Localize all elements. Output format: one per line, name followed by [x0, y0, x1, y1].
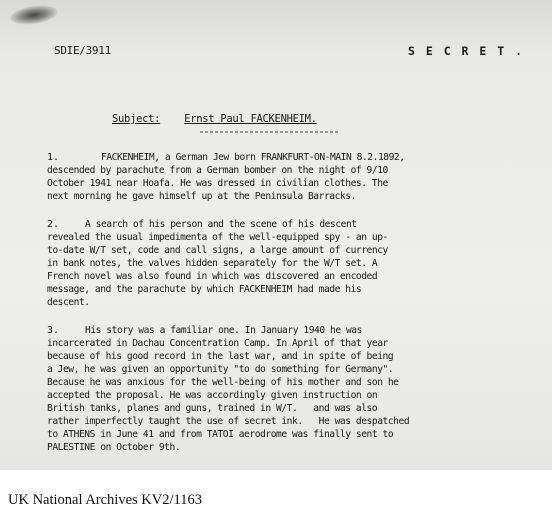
subject-line	[112, 113, 317, 125]
paragraph-line: FACKENHEIM, a German Jew born FRANKFURT-ON-MAIN 8.2.1892,	[101, 152, 405, 163]
paragraph-1	[47, 151, 543, 203]
paragraph-line: descended by parachute from a German bomber on the night of 9/10	[47, 165, 388, 176]
paragraph-line: A search of his person and the scene of his descent	[85, 219, 357, 230]
paragraph-line: to ATHENS in June 41 and from TATOI aerodrome was finally sent to	[47, 429, 394, 440]
paragraph-line: message, and the parachute by which FACKENHEIM had made his	[47, 284, 362, 295]
paragraph-line: October 1941 near Hoafa. He was dressed in civilian clothes. The	[47, 178, 388, 189]
paragraph-number: 1.	[47, 152, 60, 163]
paragraph-line: because of his good record in the last war, and in spite of being	[47, 351, 394, 362]
subject-name: Ernst Paul FACKENHEIM.	[184, 113, 317, 125]
paragraph-number: 3.	[47, 325, 60, 336]
paragraph-line: in bank notes, the valves hidden separately for the W/T set. A	[47, 258, 378, 269]
paragraph-line: next morning he gave himself up at the Peninsula Barracks.	[47, 191, 356, 202]
paragraph-line: French novel was also found in which was discovered an encoded	[47, 271, 378, 282]
paragraph-line: Because he was anxious for the well-being of his mother and son he	[47, 377, 399, 388]
paragraph-line: British tanks, planes and guns, trained in W/T. and was also	[47, 403, 378, 414]
paragraph-3	[47, 324, 543, 454]
image-caption: UK National Archives KV2/1163	[8, 492, 202, 508]
paragraph-line: His story was a familiar one. In January 1940 he was	[85, 325, 362, 336]
classification-marking: S E C R E T .	[408, 44, 525, 58]
ink-smudge	[9, 3, 59, 28]
subject-label: Subject:	[112, 113, 161, 125]
paragraph-line: accepted the proposal. He was accordingly given instruction on	[47, 390, 378, 401]
paragraph-line: rather imperfectly taught the use of secret ink. He was despatched	[47, 416, 410, 427]
paragraph-line: a Jew, he was given an opportunity "to do something for Germany".	[47, 364, 394, 375]
paragraph-line: PALESTINE on October 9th.	[47, 442, 181, 453]
paragraph-line: incarcerated in Dachau Concentration Camp. In April of that year	[47, 338, 388, 349]
document-reference: SDIE/3911	[54, 44, 111, 57]
paragraph-2	[47, 218, 543, 309]
paragraph-number: 2.	[47, 219, 60, 230]
struck-through-line	[200, 131, 340, 133]
paragraph-line: revealed the usual impedimenta of the well-equipped spy - an up-	[47, 232, 388, 243]
paragraph-line: to-date W/T set, code and call signs, a large amount of currency	[47, 245, 388, 256]
paragraph-line: descent.	[47, 297, 90, 308]
